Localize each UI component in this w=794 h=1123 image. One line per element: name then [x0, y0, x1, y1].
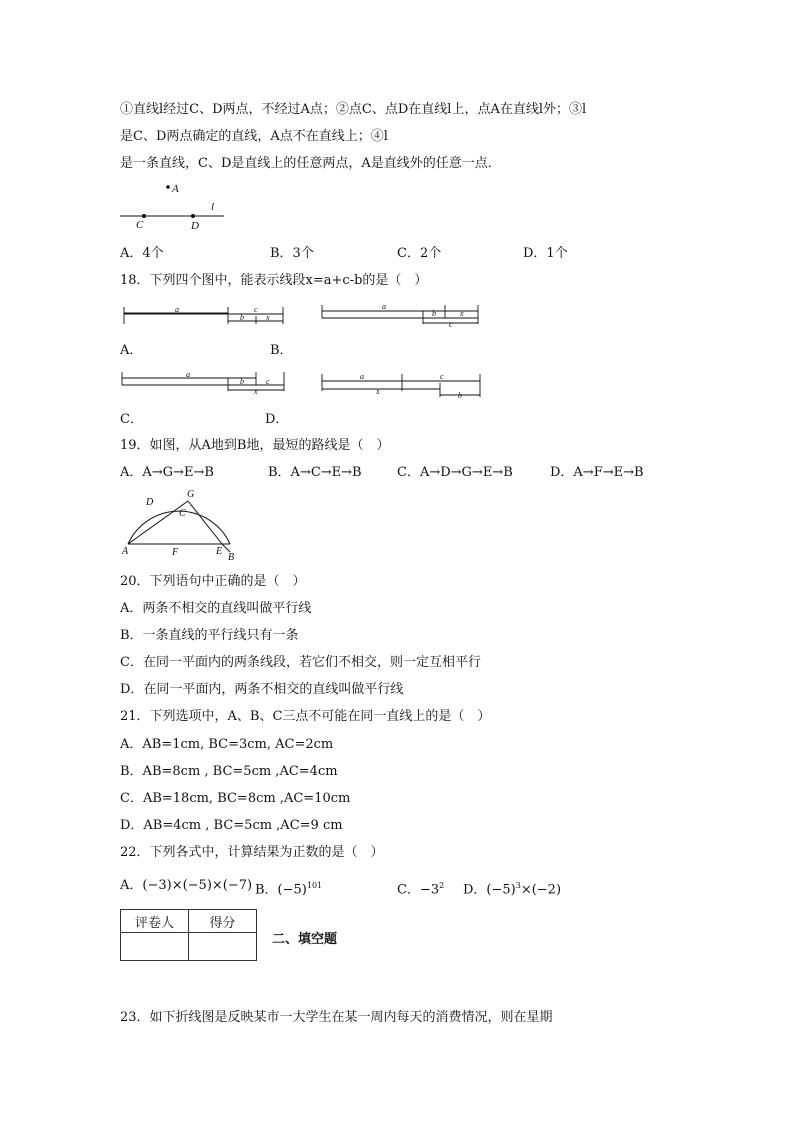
seg-label-x: x [254, 387, 258, 395]
q17-option-d[interactable]: D．1个 [523, 246, 568, 261]
q20-option-a[interactable]: A．两条不相交的直线叫做平行线 [120, 601, 312, 616]
seg-label-a: a [382, 302, 386, 311]
q17-statement-line3: 是一条直线，C、D是直线上的任意两点，A是直线外的任意一点． [120, 156, 501, 171]
q18-figure-c [118, 369, 288, 395]
seg-label-a: a [175, 305, 179, 314]
q22-option-c[interactable] [397, 877, 444, 899]
seg-label-x: x [376, 387, 380, 396]
q17-option-a[interactable]: A．4个 [120, 246, 164, 261]
seg-label-c: c [440, 372, 444, 381]
q18-option-c[interactable]: C． [120, 412, 143, 427]
point-c [142, 214, 146, 218]
q21-option-d[interactable]: D．AB=4cm , BC=5cm ,AC=9 cm [120, 818, 343, 833]
q21-option-a[interactable]: A．AB=1cm, BC=3cm, AC=2cm [120, 737, 334, 752]
q22-option-b-base: B．(−5) [255, 882, 307, 898]
q19-option-a[interactable]: A．A→G→E→B [120, 465, 214, 480]
seg-label-c: c [266, 377, 270, 386]
q20-option-c[interactable]: C．在同一平面内的两条线段，若它们不相交，则一定互相平行 [120, 655, 481, 670]
label-g: G [187, 489, 195, 500]
label-b: B [228, 552, 235, 563]
seg-label-b: b [240, 313, 244, 322]
q19-stem: 19．如图，从A地到B地，最短的路线是（ ） [120, 438, 390, 453]
q22-option-d-base: D．(−5) [463, 882, 516, 898]
seg-label-c: c [254, 305, 258, 314]
q17-statement-line2: 是C、D两点确定的直线，A点不在直线上；④l [120, 129, 388, 144]
q17-line-figure [116, 180, 236, 234]
q17-option-b[interactable]: B．3个 [270, 246, 314, 261]
q22-option-b[interactable] [255, 877, 322, 899]
q23-stem: 23．如下折线图是反映某市一大学生在某一周内每天的消费情况，则在星期 [120, 1010, 553, 1025]
q22-option-a[interactable] [120, 877, 252, 895]
q19-option-c[interactable]: C．A→D→G→E→B [397, 465, 513, 480]
label-a: A [122, 546, 129, 557]
path-ce [188, 501, 222, 544]
q20-option-b[interactable]: B．一条直线的平行线只有一条 [120, 628, 299, 643]
grader-cell[interactable] [121, 933, 189, 961]
grader-header: 评卷人 [121, 910, 189, 933]
q20-option-d[interactable]: D．在同一平面内，两条不相交的直线叫做平行线 [120, 682, 404, 697]
label-a: A [172, 183, 179, 195]
seg-label-b: b [432, 309, 436, 318]
q18-figure-a [120, 304, 290, 326]
q22-option-d[interactable] [463, 877, 561, 899]
section-title: 二、填空题 [272, 932, 338, 947]
q17-statement-line1: ①直线l经过C、D两点，不经过A点；②点C、点D在直线l上，点A在直线l外；③l [120, 102, 587, 117]
seg-label-a: a [186, 370, 190, 379]
seg-label-c: c [449, 320, 453, 328]
seg-label-a: a [360, 372, 364, 381]
label-c: C [136, 219, 144, 231]
q22-option-d-tail: ×(−2) [520, 882, 562, 898]
q18-figure-d [318, 371, 488, 399]
seg-label-b: b [458, 391, 462, 399]
score-cell[interactable] [189, 933, 257, 961]
q22-option-d-exponent: 3 [515, 881, 521, 890]
q17-option-c[interactable]: C．2个 [397, 246, 442, 261]
point-d [191, 214, 195, 218]
q22-stem: 22．下列各式中，计算结果为正数的是（ ） [120, 845, 384, 860]
q21-stem: 21．下列选项中，A、B、C三点不可能在同一直线上的是（ ） [120, 709, 491, 724]
q22-option-c-exponent: 2 [439, 881, 445, 890]
label-f: F [172, 547, 179, 558]
label-e: E [216, 546, 223, 557]
seg-label-x: x [460, 309, 464, 318]
q22-option-b-exponent: 101 [306, 881, 323, 890]
q18-figure-b [318, 302, 488, 328]
point-a [166, 185, 170, 189]
path-eb [222, 544, 230, 552]
label-d: D [146, 497, 154, 508]
label-c: C [179, 508, 186, 519]
q19-option-b[interactable]: B．A→C→E→B [268, 465, 362, 480]
seg-label-b: b [240, 377, 244, 386]
q21-option-b[interactable]: B．AB=8cm , BC=5cm ,AC=4cm [120, 764, 338, 779]
label-l: l [211, 201, 215, 213]
q18-stem: 18．下列四个图中，能表示线段x=a+c-b的是（ ） [120, 273, 428, 288]
q18-option-d[interactable]: D． [265, 412, 289, 427]
q22-option-a-text: A．(−3)×(−5)×(−7) [120, 878, 253, 893]
q22-option-c-base: C．−3 [397, 882, 440, 898]
q21-option-c[interactable]: C．AB=18cm, BC=8cm ,AC=10cm [120, 791, 351, 806]
q19-route-figure [118, 488, 243, 564]
label-d: D [191, 220, 199, 232]
score-table [120, 909, 257, 961]
q18-option-b[interactable]: B． [270, 343, 293, 358]
seg-label-x: x [266, 313, 270, 322]
score-header: 得分 [189, 910, 257, 933]
q18-option-a[interactable]: A． [120, 343, 143, 358]
q20-stem: 20．下列语句中正确的是（ ） [120, 574, 306, 589]
q19-option-d[interactable]: D．A→F→E→B [550, 465, 644, 480]
